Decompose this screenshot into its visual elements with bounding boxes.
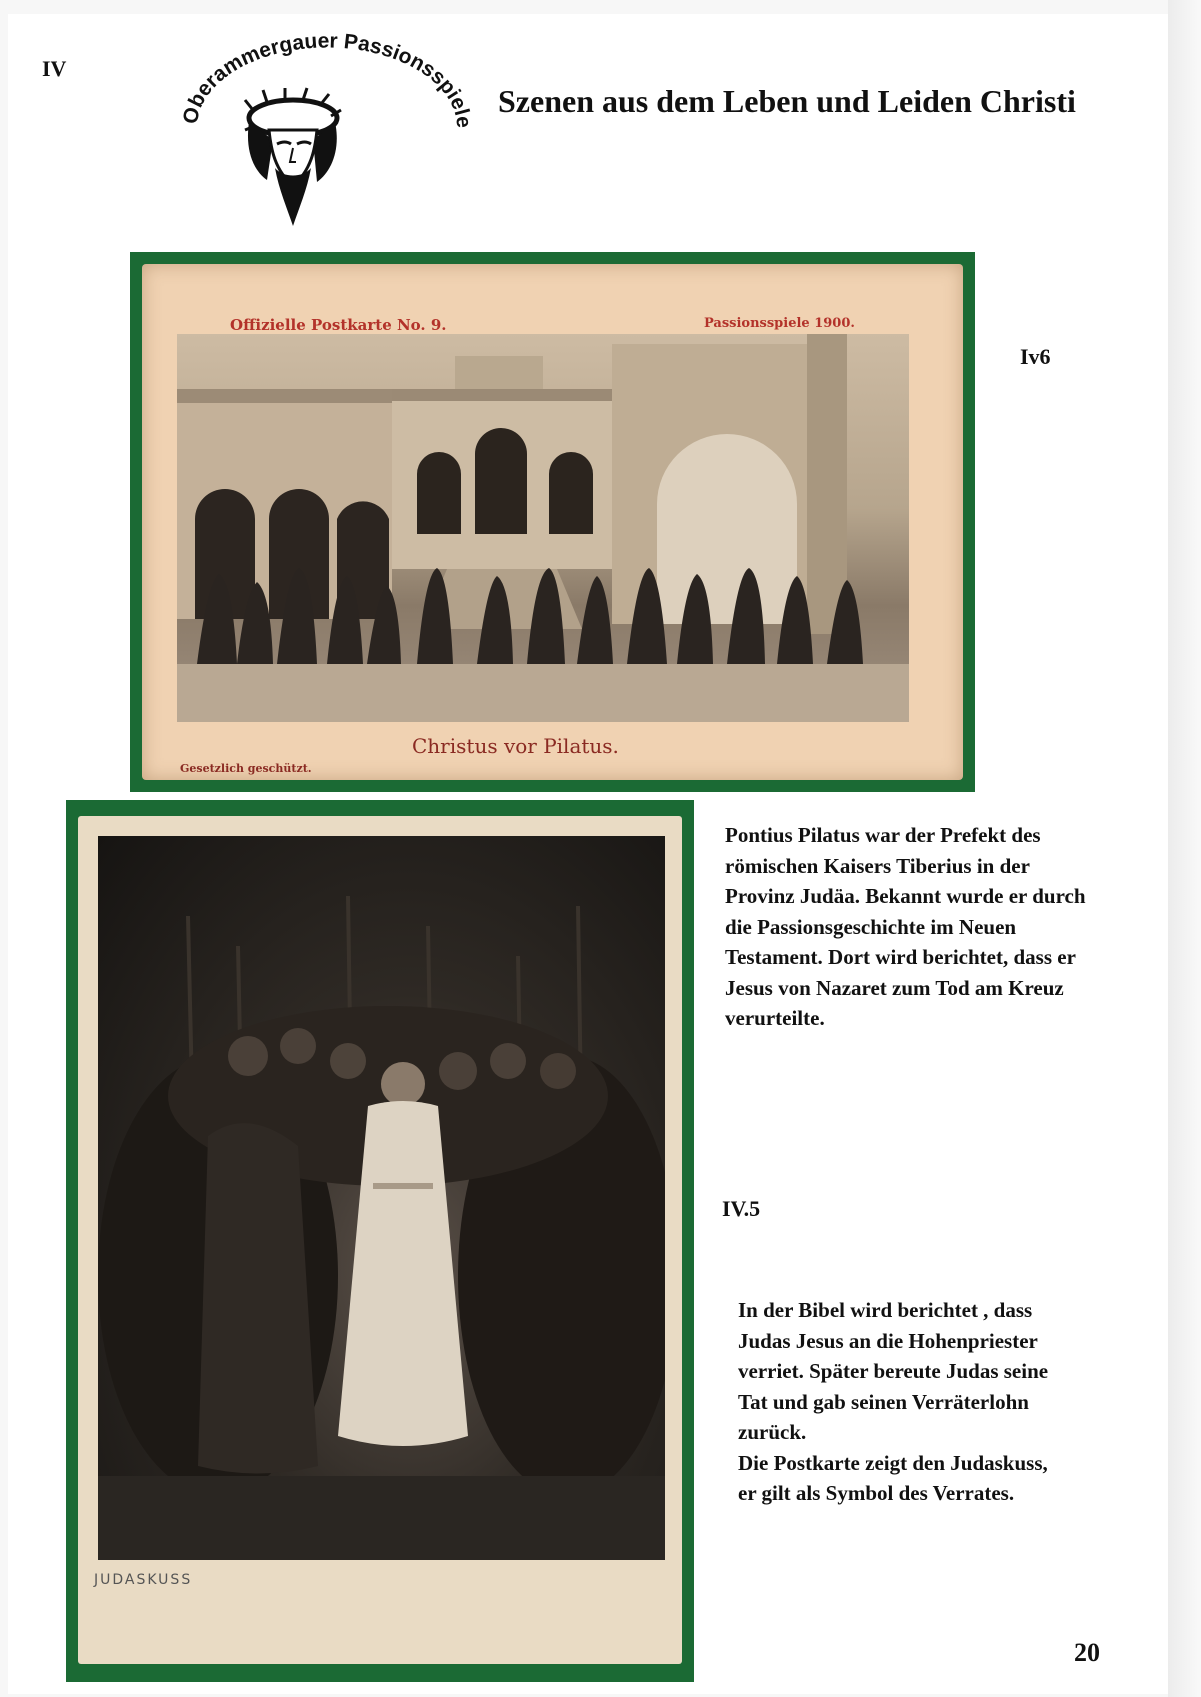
page-title: Szenen aus dem Leben und Leiden Christi xyxy=(498,83,1076,119)
text-line: Jesus von Nazaret zum Tod am Kreuz xyxy=(725,975,1064,1000)
postcard-header-left: Offizielle Postkarte No. 9. xyxy=(230,316,447,334)
text-line: Testament. Dort wird berichtet, dass er xyxy=(725,945,1076,969)
postcard-caption: JUDASKUSS xyxy=(94,1572,193,1588)
text-line: die Passionsgeschichte im Neuen xyxy=(725,914,1017,939)
section-number: IV xyxy=(42,56,67,81)
text-line: Die Postkarte zeigt den Judaskuss, xyxy=(738,1450,1048,1475)
postcard-mount-judaskuss xyxy=(66,800,694,1682)
text-line: römischen Kaisers Tiberius in der xyxy=(725,853,1030,878)
pilatus-description xyxy=(725,820,1086,1034)
text-line: Pontius Pilatus war der Prefekt des xyxy=(725,823,1041,847)
postcard-mount-pilatus xyxy=(130,252,975,792)
postcard-caption: Christus vor Pilatus. xyxy=(412,734,619,758)
text-line: In der Bibel wird berichtet , dass xyxy=(738,1298,1033,1322)
postcard-reference-iv6: Iv6 xyxy=(1020,344,1051,369)
passion-play-logo xyxy=(175,30,480,230)
page-edge-shadow xyxy=(1168,0,1201,1697)
photo-judas-kiss xyxy=(98,836,665,1560)
text-line: er gilt als Symbol des Verrates. xyxy=(738,1481,1015,1505)
postcard-header-right: Passionsspiele 1900. xyxy=(704,316,855,331)
svg-text:Oberammergauer Passionsspiele xyxy=(179,30,476,129)
christ-head-icon xyxy=(175,30,480,230)
photo-christ-before-pilate xyxy=(177,334,909,722)
text-line: verriet. Später bereute Judas seine xyxy=(738,1359,1049,1383)
text-line: Tat und gab seinen Verräterlohn xyxy=(738,1389,1029,1414)
text-line: zurück. xyxy=(738,1420,807,1444)
text-line: Provinz Judäa. Bekannt wurde er durch xyxy=(725,884,1086,908)
postcard-legal-note: Gesetzlich geschützt. xyxy=(180,762,312,775)
text-line: Judas Jesus an die Hohenpriester xyxy=(738,1328,1038,1353)
logo-text: Oberammergauer Passionsspiele xyxy=(178,30,476,129)
page-number: 20 xyxy=(1074,1638,1100,1667)
postcard-judaskuss xyxy=(78,816,682,1664)
postcard-reference-iv5: IV.5 xyxy=(722,1196,761,1221)
judas-description xyxy=(738,1295,1048,1509)
text-line: verurteilte. xyxy=(725,1006,825,1030)
postcard-pilatus xyxy=(142,264,963,780)
